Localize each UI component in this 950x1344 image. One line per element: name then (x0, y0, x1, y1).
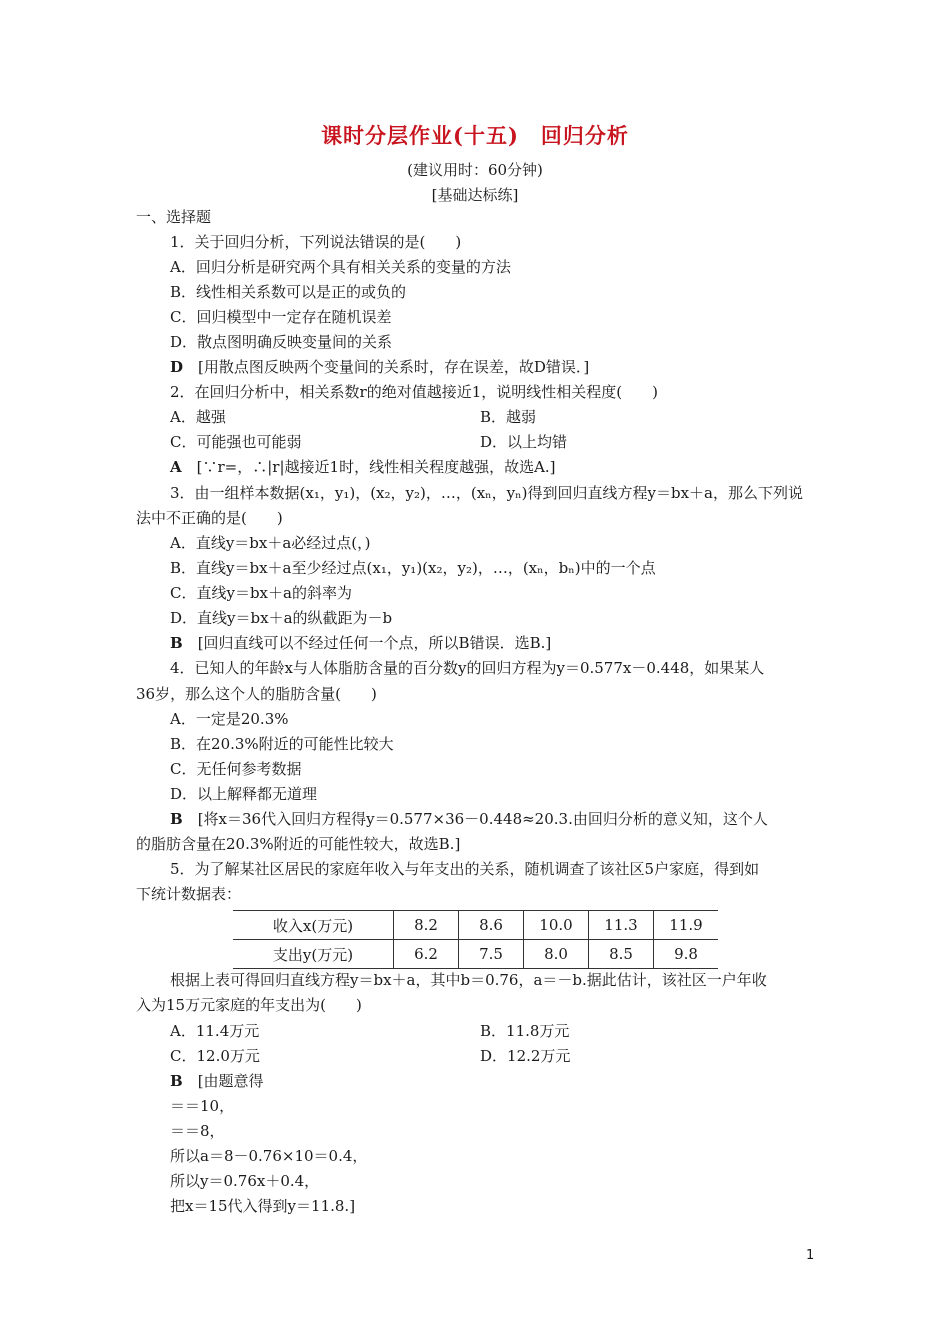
q5-option-b: B．11.8万元 (480, 1022, 570, 1040)
table-cell: 8.0 (524, 940, 589, 969)
q2-option-d: D．以上均错 (480, 433, 568, 451)
question-5-text-cont: 入为15万元家庭的年支出为( ) (136, 996, 362, 1014)
question-1: 1．关于回归分析，下列说法错误的是( ) (170, 233, 462, 251)
q4-option-d: D．以上解释都无道理 (170, 785, 318, 803)
answer-explanation: [由题意得 (197, 1072, 264, 1090)
table-header-cell: 支出y(万元) (233, 940, 394, 969)
table-cell: 8.5 (589, 940, 654, 969)
statistics-table (233, 910, 718, 969)
table-cell: 6.2 (394, 940, 459, 969)
answer-letter: D (170, 358, 184, 376)
question-4: 4．已知人的年龄x与人体脂肪含量的百分数y的回归方程为y＝0.577x－0.448，如果某人 (170, 659, 765, 677)
q3-option-c: C．直线y＝bx＋a的斜率为 (170, 584, 352, 602)
answer-explanation: [将x＝36代入回归方程得y＝0.577×36－0.448≈20.3.由回归分析的意义知，这个人 (197, 810, 768, 828)
table-row (233, 940, 718, 969)
solution-step: ＝＝8， (170, 1122, 225, 1140)
q5-option-d: D．12.2万元 (480, 1047, 571, 1065)
page-number: 1 (806, 1248, 815, 1263)
answer-letter: B (170, 634, 183, 652)
q5-answer (170, 1071, 264, 1091)
q2-answer (170, 457, 556, 477)
q1-option-a: A．回归分析是研究两个具有相关关系的变量的方法 (170, 258, 511, 276)
question-2: 2．在回归分析中，相关系数r的绝对值越接近1，说明线性相关程度( ) (170, 383, 658, 401)
solution-step: 把x＝15代入得到y＝11.8.] (170, 1197, 356, 1215)
answer-explanation: [∵r=，∴|r|越接近1时，线性相关程度越强，故选A.] (196, 458, 556, 476)
table-header-cell: 收入x(万元) (233, 911, 394, 940)
table-cell: 11.3 (589, 911, 654, 940)
q4-answer-cont: 的脂肪含量在20.3%附近的可能性较大，故选B.] (136, 835, 461, 853)
q1-option-c: C．回归模型中一定存在随机误差 (170, 308, 392, 326)
q2-option-c: C．可能强也可能弱 (170, 433, 302, 451)
question-3: 3．由一组样本数据(x₁，y₁)，(x₂，y₂)，…，(xₙ，yₙ)得到回归直线方程y＝bx＋a，那么下列说 (170, 484, 803, 502)
answer-letter: A (170, 458, 182, 476)
time-suggestion: (建议用时：60分钟) (407, 161, 543, 179)
q2-option-a: A．越强 (170, 408, 226, 426)
section-tag: [基础达标练] (431, 186, 519, 204)
q3-option-a: A．直线y＝bx＋a必经过点(，) (170, 534, 371, 552)
solution-step: 所以a＝8－0.76×10＝0.4， (170, 1147, 368, 1165)
solution-step: ＝＝10， (170, 1097, 235, 1115)
answer-letter: B (170, 810, 183, 828)
question-5-text: 根据上表可得回归直线方程y＝bx＋a，其中b＝0.76，a＝－b.据此估计，该社区一户年收 (170, 971, 767, 989)
question-3-cont: 法中不正确的是( ) (136, 509, 283, 527)
table-cell: 7.5 (459, 940, 524, 969)
q1-option-d: D．散点图明确反映变量间的关系 (170, 333, 393, 351)
question-5-cont: 下统计数据表： (136, 885, 242, 903)
question-5: 5．为了解某社区居民的家庭年收入与年支出的关系，随机调查了该社区5户家庭，得到如 (170, 860, 760, 878)
table-row (233, 911, 718, 940)
page-title: 课时分层作业(十五) 回归分析 (321, 123, 629, 148)
q4-answer (170, 809, 768, 829)
table-cell: 11.9 (654, 911, 719, 940)
q1-answer (170, 357, 589, 377)
q4-option-b: B．在20.3%附近的可能性比较大 (170, 735, 394, 753)
table-cell: 10.0 (524, 911, 589, 940)
answer-letter: B (170, 1072, 183, 1090)
table-cell: 9.8 (654, 940, 719, 969)
q5-option-a: A．11.4万元 (170, 1022, 260, 1040)
q2-option-b: B．越弱 (480, 408, 537, 426)
q3-option-b: B．直线y＝bx＋a至少经过点(x₁，y₁)(x₂，y₂)，…，(xₙ，bₙ)中的一个点 (170, 559, 656, 577)
table-cell: 8.2 (394, 911, 459, 940)
q3-answer (170, 633, 551, 653)
table-cell: 8.6 (459, 911, 524, 940)
q3-option-d: D．直线y＝bx＋a的纵截距为－b (170, 609, 393, 627)
answer-explanation: [回归直线可以不经过任何一个点，所以B错误．选B.] (197, 634, 552, 652)
solution-step: 所以y＝0.76x＋0.4， (170, 1172, 320, 1190)
q4-option-c: C．无任何参考数据 (170, 760, 302, 778)
section-heading: 一、选择题 (136, 208, 212, 226)
question-4-cont: 36岁，那么这个人的脂肪含量( ) (136, 685, 377, 703)
answer-explanation: [用散点图反映两个变量间的关系时，存在误差，故D错误．] (198, 358, 590, 376)
q1-option-b: B．线性相关系数可以是正的或负的 (170, 283, 407, 301)
q5-option-c: C．12.0万元 (170, 1047, 260, 1065)
q4-option-a: A．一定是20.3% (170, 710, 289, 728)
